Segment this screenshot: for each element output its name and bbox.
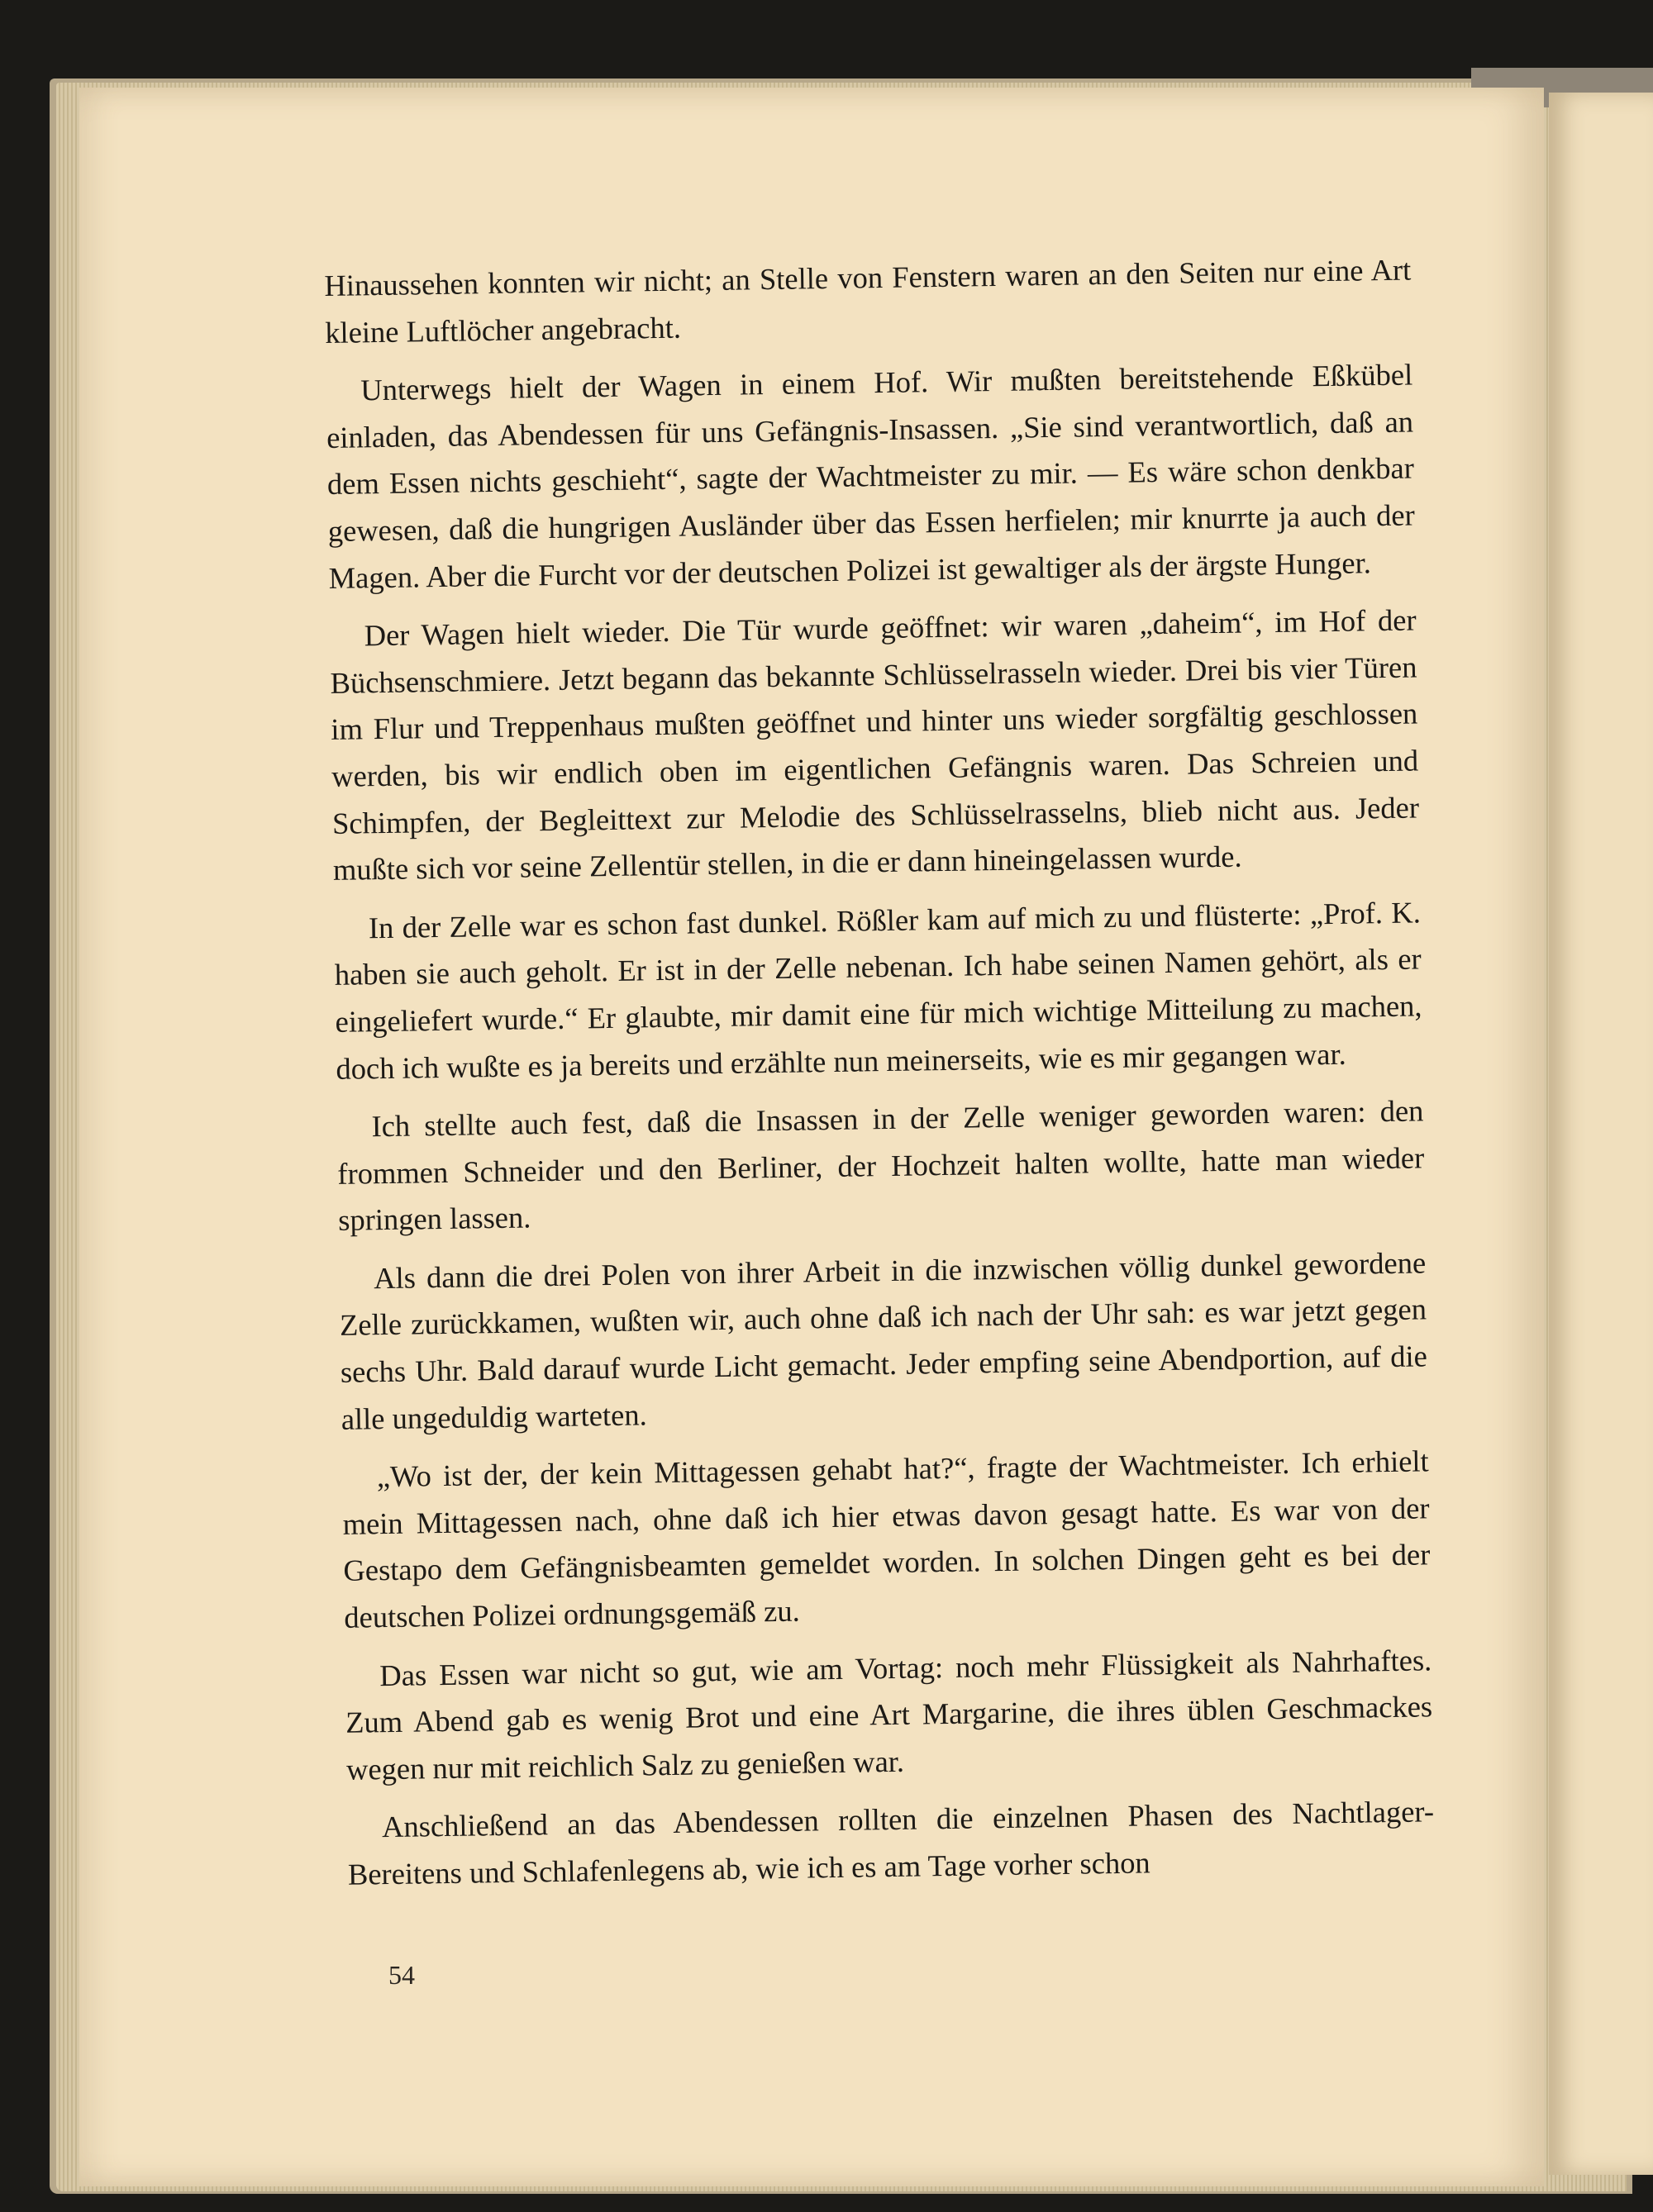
paragraph: Der Wagen hielt wieder. Die Tür wurde geöffnet: wir waren „daheim“, im Hof der Büchsenschmiere. Jetzt begann das bekannte Schlüsselrasseln wieder. Drei bis vier Türen im Flur und Treppenhaus mußten geöffnet und hinter uns wieder sorgfältig geschlossen werden, bis wir endlich oben im eigentlichen Gefängnis waren. Das Schreien und Schimpfen, der Begleittext zur Melodie des Schlüsselrasselns, blieb nicht aus. Jeder mußte sich vor seine Zellentür stellen, in die er dann hineingelassen wurde. (330, 602, 1420, 887)
paragraph: Anschließend an das Abendessen rollten die einzelnen Phasen des Nachtlager-Bereitens und Schlafenlegens ab, wie ich es am Tage vorher schon (347, 1794, 1435, 1891)
paragraph: Ich stellte auch fest, daß die Insassen in der Zelle weniger geworden waren: den frommen Schneider und den Berliner, der Hochzeit halten wollte, hatte man wieder springen lassen. (337, 1093, 1425, 1238)
paragraph: In der Zelle war es schon fast dunkel. Rößler kam auf mich zu und flüsterte: „Prof. K. haben sie auch geholt. Er ist in der Zelle nebenan. Ich habe seinen Namen gehört, als er eingeliefert wurde.“ Er glaubte, mir damit eine für mich wichtige Mitteilung zu machen, doch ich wußte es ja bereits und erzählte nun meinerseits, wie es mir gegangen war. (334, 895, 1422, 1086)
paragraph: Hinaussehen konnten wir nicht; an Stelle von Fenstern waren an den Seiten nur eine Art kleine Luftlöcher angebracht. (324, 252, 1412, 350)
page-number: 54 (388, 1960, 415, 1990)
paragraph: Als dann die drei Polen von ihrer Arbeit in die inzwischen völlig dunkel gewordene Zelle zurückkamen, wußten wir, auch ohne daß ich nach der Uhr sah: es war jetzt gegen sechs Uhr. Bald darauf wurde Licht gemacht. Jeder empfing seine Abendportion, auf die alle ungeduldig warteten. (339, 1245, 1428, 1436)
page-body-text (324, 246, 1435, 1910)
facing-page-edge (1549, 93, 1653, 2175)
paragraph: „Wo ist der, der kein Mittagessen gehabt hat?“, fragte der Wachtmeister. Ich erhielt mein Mittagessen nach, ohne daß ich hier etwas davon gesagt hatte. Es war von der Gestapo dem Gefängnisbeamten gemeldet worden. In solchen Dingen geht es bei der deutschen Polizei ordnungsgemäß zu. (342, 1444, 1431, 1634)
paragraph: Das Essen war nicht so gut, wie am Vortag: noch mehr Flüssigkeit als Nahrhaftes. Zum Abend gab es wenig Brot und eine Art Margarine, die ihres üblen Geschmackes wegen nur mit reichlich Salz zu genießen war. (345, 1642, 1433, 1786)
paragraph: Unterwegs hielt der Wagen in einem Hof. Wir mußten bereitstehende Eßkübel einladen, das Abendessen für uns Gefängnis-Insassen. „Sie sind verantwortlich, daß an dem Essen nichts geschieht“, sagte der Wachtmeister zu mir. — Es wäre schon denkbar gewesen, daß die hungrigen Ausländer über das Essen herfielen; mir knurrte ja auch der Magen. Aber die Furcht vor der deutschen Polizei ist gewaltiger als der ärgste Hunger. (326, 357, 1415, 595)
